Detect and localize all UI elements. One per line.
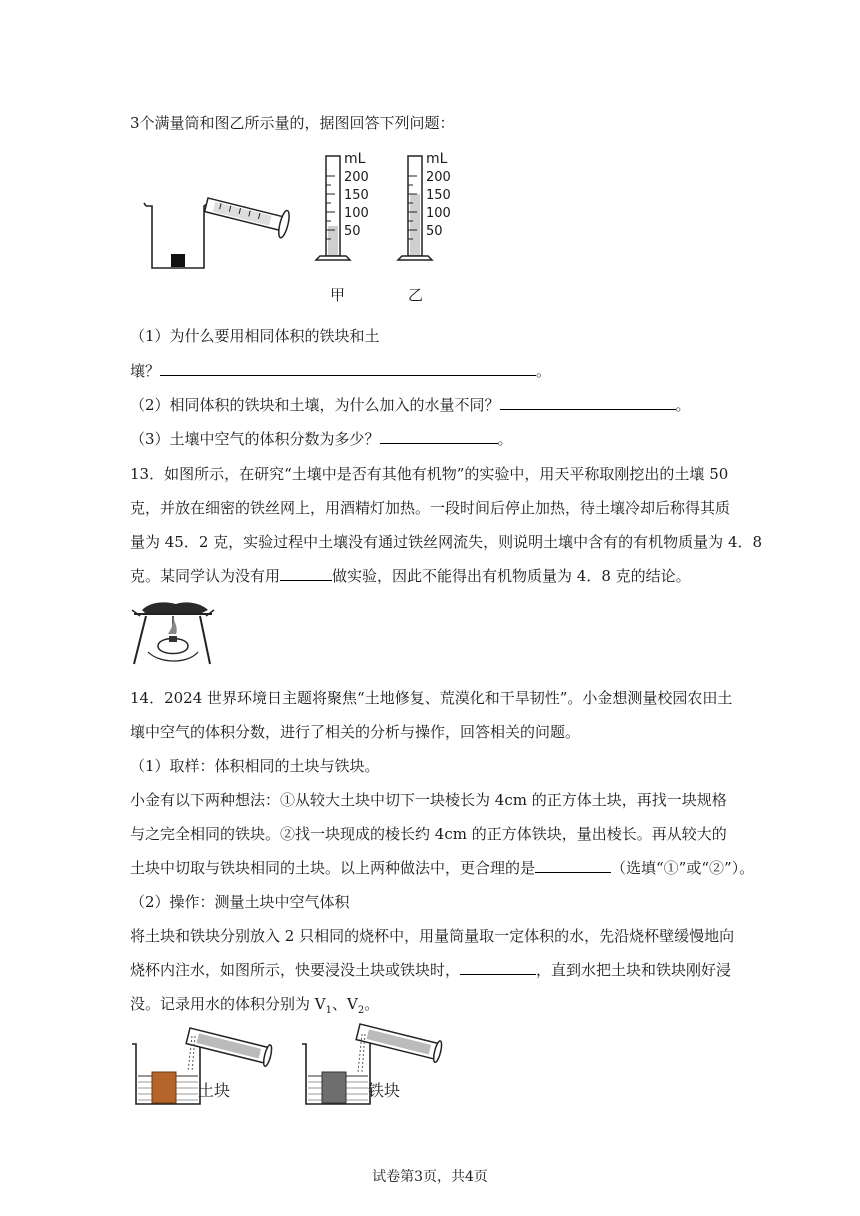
q14-op-text-cont: ，直到水把土块和铁块刚好浸 bbox=[536, 961, 732, 979]
cyl-jia-tick-50: 50 bbox=[344, 224, 361, 239]
q12-part3-end: 。 bbox=[497, 430, 513, 448]
q14-step1: （1）取样：体积相同的土块与铁块。 bbox=[130, 757, 380, 775]
q12-part3-text: （3）土壤中空气的体积分数为多少？ bbox=[130, 430, 380, 448]
cyl-jia-tick-150: 150 bbox=[344, 188, 369, 203]
q13-line4-text: 克。某同学认为没有用 bbox=[130, 567, 281, 585]
beaker-with-iron-block bbox=[144, 202, 210, 268]
cyl-yi-unit: mL bbox=[426, 151, 448, 167]
q12-part3 bbox=[130, 429, 513, 449]
q12-part2 bbox=[130, 395, 691, 415]
beaker-iron bbox=[302, 1040, 376, 1104]
cyl-yi-tick-150: 150 bbox=[426, 188, 451, 203]
q12-part1-line2 bbox=[130, 361, 551, 381]
q13-line4 bbox=[130, 566, 691, 586]
q12-part2-end: 。 bbox=[675, 396, 691, 414]
pouring-cylinder-2 bbox=[355, 1021, 443, 1063]
q14-op-line2 bbox=[130, 960, 731, 980]
q14-method-line1: 小金有以下两种想法：①从较大土块中切下一块棱长为 4cm 的正方体土块，再找一块规格 bbox=[130, 791, 727, 809]
q12-part1-answer-blank[interactable] bbox=[160, 361, 536, 376]
q14-choice-blank[interactable] bbox=[535, 858, 611, 873]
label-iron-block: 铁块 bbox=[368, 1081, 401, 1100]
q14-op-line1: 将土块和铁块分别放入 2 只相同的烧杯中，用量筒量取一定体积的水，先沿烧杯壁缓慢地向 bbox=[130, 927, 735, 945]
cyl-jia-unit: mL bbox=[344, 151, 366, 167]
cyl-jia-tick-200: 200 bbox=[344, 170, 369, 185]
q12-part1-text: （1）为什么要用相同体积的铁块和土 bbox=[130, 327, 380, 345]
page-footer: 试卷第3页，共4页 bbox=[372, 1169, 488, 1185]
figure-beakers-soil-iron bbox=[128, 1016, 458, 1112]
q13-line1: 13．如图所示，在研究“土壤中是否有其他有机物”的实验中，用天平称取刚挖出的土壤 50 bbox=[130, 465, 729, 483]
q14-method-text: 土块中切取与铁块相同的土块。以上两种做法中，更合理的是 bbox=[130, 859, 536, 877]
intro-text: 3个满量筒和图乙所示量的，据图回答下列问题： bbox=[130, 114, 455, 132]
q12-part2-text: （2）相同体积的铁块和土壤，为什么加入的水量不同？ bbox=[130, 396, 500, 414]
q12-part3-answer-blank[interactable] bbox=[380, 429, 498, 444]
q14-line2: 壤中空气的体积分数，进行了相关的分析与操作，回答相关的问题。 bbox=[130, 723, 581, 741]
cyl-yi-tick-200: 200 bbox=[426, 170, 451, 185]
q13-answer-blank[interactable] bbox=[280, 566, 332, 581]
q12-part1-end: 。 bbox=[536, 362, 552, 380]
q12-part1-text-cont: 壤？ bbox=[130, 362, 161, 380]
label-soil-block: 土块 bbox=[198, 1081, 231, 1100]
beaker-soil bbox=[132, 1040, 206, 1104]
q14-method-line3 bbox=[130, 858, 754, 878]
pouring-cylinder-1 bbox=[185, 1025, 273, 1067]
label-yi: 乙 bbox=[408, 286, 424, 304]
q14-operation-blank[interactable] bbox=[460, 960, 536, 975]
q14-v2-subscript: 2 bbox=[357, 1005, 365, 1016]
q14-step2: （2）操作：测量土块中空气体积 bbox=[130, 893, 350, 911]
q13-line2: 克，并放在细密的铁丝网上，用酒精灯加热。一段时间后停止加热，待土壤冷却后称得其质 bbox=[130, 499, 731, 517]
q14-v1-subscript: 1 bbox=[325, 1005, 332, 1016]
figure-heating-soil bbox=[128, 598, 218, 666]
label-jia: 甲 bbox=[330, 286, 346, 304]
cyl-yi-tick-100: 100 bbox=[426, 206, 451, 221]
q12-part1-line1 bbox=[130, 326, 380, 346]
q14-op3-text-a: 没。记录用水的体积分别为 V bbox=[130, 995, 326, 1013]
cyl-yi-tick-50: 50 bbox=[426, 224, 443, 239]
q14-method-text-cont: （选填“①”或“②”）。 bbox=[611, 859, 755, 877]
q14-method-line2: 与之完全相同的铁块。②找一块现成的棱长约 4cm 的正方体铁块，量出棱长。再从较大的 bbox=[130, 825, 727, 843]
q14-op-text: 烧杯内注水，如图所示，快要浸没土块或铁块时， bbox=[130, 961, 461, 979]
pouring-cylinder bbox=[203, 191, 291, 238]
cyl-jia-tick-100: 100 bbox=[344, 206, 369, 221]
q14-op3-text-b: 、V bbox=[331, 995, 358, 1013]
q14-line1: 14．2024 世界环境日主题将聚焦“土地修复、荒漠化和干旱韧性”。小金想测量校园农田土 bbox=[130, 689, 733, 707]
q12-part2-answer-blank[interactable] bbox=[500, 395, 676, 410]
q14-op3-text-c: 。 bbox=[364, 995, 380, 1013]
q13-line4-text-cont: 做实验，因此不能得出有机物质量为 4．8 克的结论。 bbox=[332, 567, 691, 585]
q13-line3: 量为 45．2 克，实验过程中土壤没有通过铁丝网流失，则说明土壤中含有的有机物质量为 4．8 bbox=[130, 533, 763, 551]
